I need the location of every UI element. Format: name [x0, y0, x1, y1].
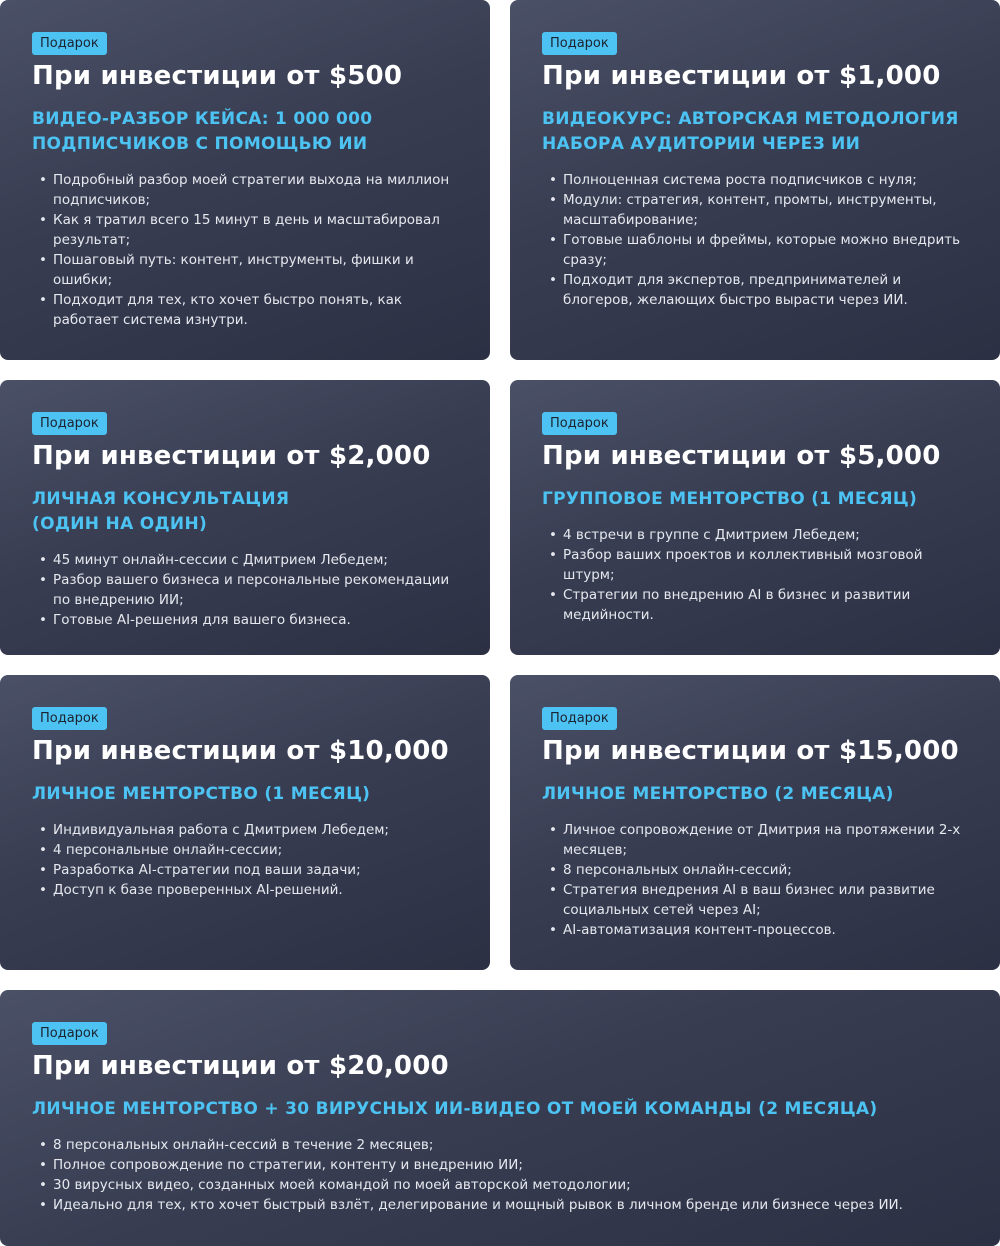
feature-item: • Готовые AI-решения для вашего бизнеса. [32, 610, 458, 630]
card-subtitle [32, 782, 458, 807]
feature-list [542, 170, 968, 310]
card-title: При инвестиции от $1,000 [542, 61, 941, 91]
feature-item: • Пошаговый путь: контент, инструменты, фишки и ошибки; [32, 250, 458, 290]
subtitle-line: НАБОРА АУДИТОРИИ ЧЕРЕЗ ИИ [542, 134, 861, 154]
subtitle-line: ВИДЕО-РАЗБОР КЕЙСА: 1 000 000 [32, 109, 373, 129]
subtitle-line: ЛИЧНОЕ МЕНТОРСТВО (1 МЕСЯЦ) [32, 784, 371, 804]
subtitle-line: (ОДИН НА ОДИН) [32, 514, 208, 534]
subtitle-line: ПОДПИСЧИКОВ С ПОМОЩЬЮ ИИ [32, 134, 368, 154]
subtitle-line: ВИДЕОКУРС: АВТОРСКАЯ МЕТОДОЛОГИЯ [542, 109, 959, 129]
gift-badge: Подарок [32, 1022, 107, 1045]
gift-card-1000 [510, 0, 1000, 360]
feature-item: • Готовые шаблоны и фреймы, которые можно внедрить сразу; [542, 230, 968, 270]
feature-item: • Разбор ваших проектов и коллективный мозговой штурм; [542, 545, 968, 585]
feature-item: • Как я тратил всего 15 минут в день и масштабировал результат; [32, 210, 458, 250]
feature-item: • Личное сопровождение от Дмитрия на протяжении 2-х месяцев; [542, 820, 968, 860]
feature-list [32, 820, 458, 900]
feature-item: • 4 встречи в группе с Дмитрием Лебедем; [542, 525, 968, 545]
feature-item: • Стратегии по внедрению AI в бизнес и развитии медийности. [542, 585, 968, 625]
gift-badge: Подарок [542, 412, 617, 435]
subtitle-line: ГРУППОВОЕ МЕНТОРСТВО (1 МЕСЯЦ) [542, 489, 918, 509]
feature-item: • Подходит для тех, кто хочет быстро понять, как работает система изнутри. [32, 290, 458, 330]
feature-item: • Модули: стратегия, контент, промты, инструменты, масштабирование; [542, 190, 968, 230]
feature-item: • 30 вирусных видео, созданных моей командой по моей авторской методологии; [32, 1175, 968, 1195]
card-subtitle [542, 782, 968, 807]
feature-list [32, 1135, 968, 1215]
subtitle-line: ЛИЧНОЕ МЕНТОРСТВО (2 МЕСЯЦА) [542, 784, 894, 804]
feature-item: • Идеально для тех, кто хочет быстрый взлёт, делегирование и мощный рывок в личном бренде или бизнесе через ИИ. [32, 1195, 968, 1215]
feature-item: • 8 персональных онлайн-сессий в течение 2 месяцев; [32, 1135, 968, 1155]
gift-card-15000 [510, 675, 1000, 970]
feature-item: • Полное сопровождение по стратегии, контенту и внедрению ИИ; [32, 1155, 968, 1175]
gift-card-10000 [0, 675, 490, 970]
gift-card-20000 [0, 990, 1000, 1246]
feature-item: • Доступ к базе проверенных AI-решений. [32, 880, 458, 900]
feature-item: • Индивидуальная работа с Дмитрием Лебедем; [32, 820, 458, 840]
gift-card-5000 [510, 380, 1000, 655]
card-title: При инвестиции от $5,000 [542, 441, 941, 471]
gift-badge: Подарок [32, 32, 107, 55]
gift-badge: Подарок [542, 32, 617, 55]
feature-list [542, 820, 968, 940]
card-subtitle [32, 487, 458, 537]
card-title: При инвестиции от $20,000 [32, 1051, 449, 1081]
feature-list [542, 525, 968, 625]
feature-item: • AI-автоматизация контент-процессов. [542, 920, 968, 940]
subtitle-line: ЛИЧНОЕ МЕНТОРСТВО + 30 ВИРУСНЫХ ИИ-ВИДЕО ОТ МОЕЙ КОМАНДЫ (2 МЕСЯЦА) [32, 1099, 878, 1119]
feature-item: • 4 персональные онлайн-сессии; [32, 840, 458, 860]
card-subtitle [32, 107, 458, 157]
feature-item: • Стратегия внедрения AI в ваш бизнес или развитие социальных сетей через AI; [542, 880, 968, 920]
gift-badge: Подарок [542, 707, 617, 730]
feature-item: • Подходит для экспертов, предпринимателей и блогеров, желающих быстро вырасти через ИИ. [542, 270, 968, 310]
gift-badge: Подарок [32, 707, 107, 730]
feature-item: • Подробный разбор моей стратегии выхода на миллион подписчиков; [32, 170, 458, 210]
subtitle-line: ЛИЧНАЯ КОНСУЛЬТАЦИЯ [32, 489, 290, 509]
gift-badge: Подарок [32, 412, 107, 435]
feature-item: • Полноценная система роста подписчиков с нуля; [542, 170, 968, 190]
card-title: При инвестиции от $10,000 [32, 736, 449, 766]
gift-card-2000 [0, 380, 490, 655]
gift-card-500 [0, 0, 490, 360]
card-subtitle [542, 107, 968, 157]
card-subtitle [542, 487, 968, 512]
feature-item: • 8 персональных онлайн-сессий; [542, 860, 968, 880]
card-title: При инвестиции от $500 [32, 61, 403, 91]
feature-item: • Разбор вашего бизнеса и персональные рекомендации по внедрению ИИ; [32, 570, 458, 610]
feature-list [32, 550, 458, 630]
card-title: При инвестиции от $2,000 [32, 441, 431, 471]
card-subtitle [32, 1097, 968, 1122]
card-title: При инвестиции от $15,000 [542, 736, 959, 766]
feature-item: • Разработка AI-стратегии под ваши задачи; [32, 860, 458, 880]
feature-list [32, 170, 458, 330]
feature-item: • 45 минут онлайн-сессии с Дмитрием Лебедем; [32, 550, 458, 570]
